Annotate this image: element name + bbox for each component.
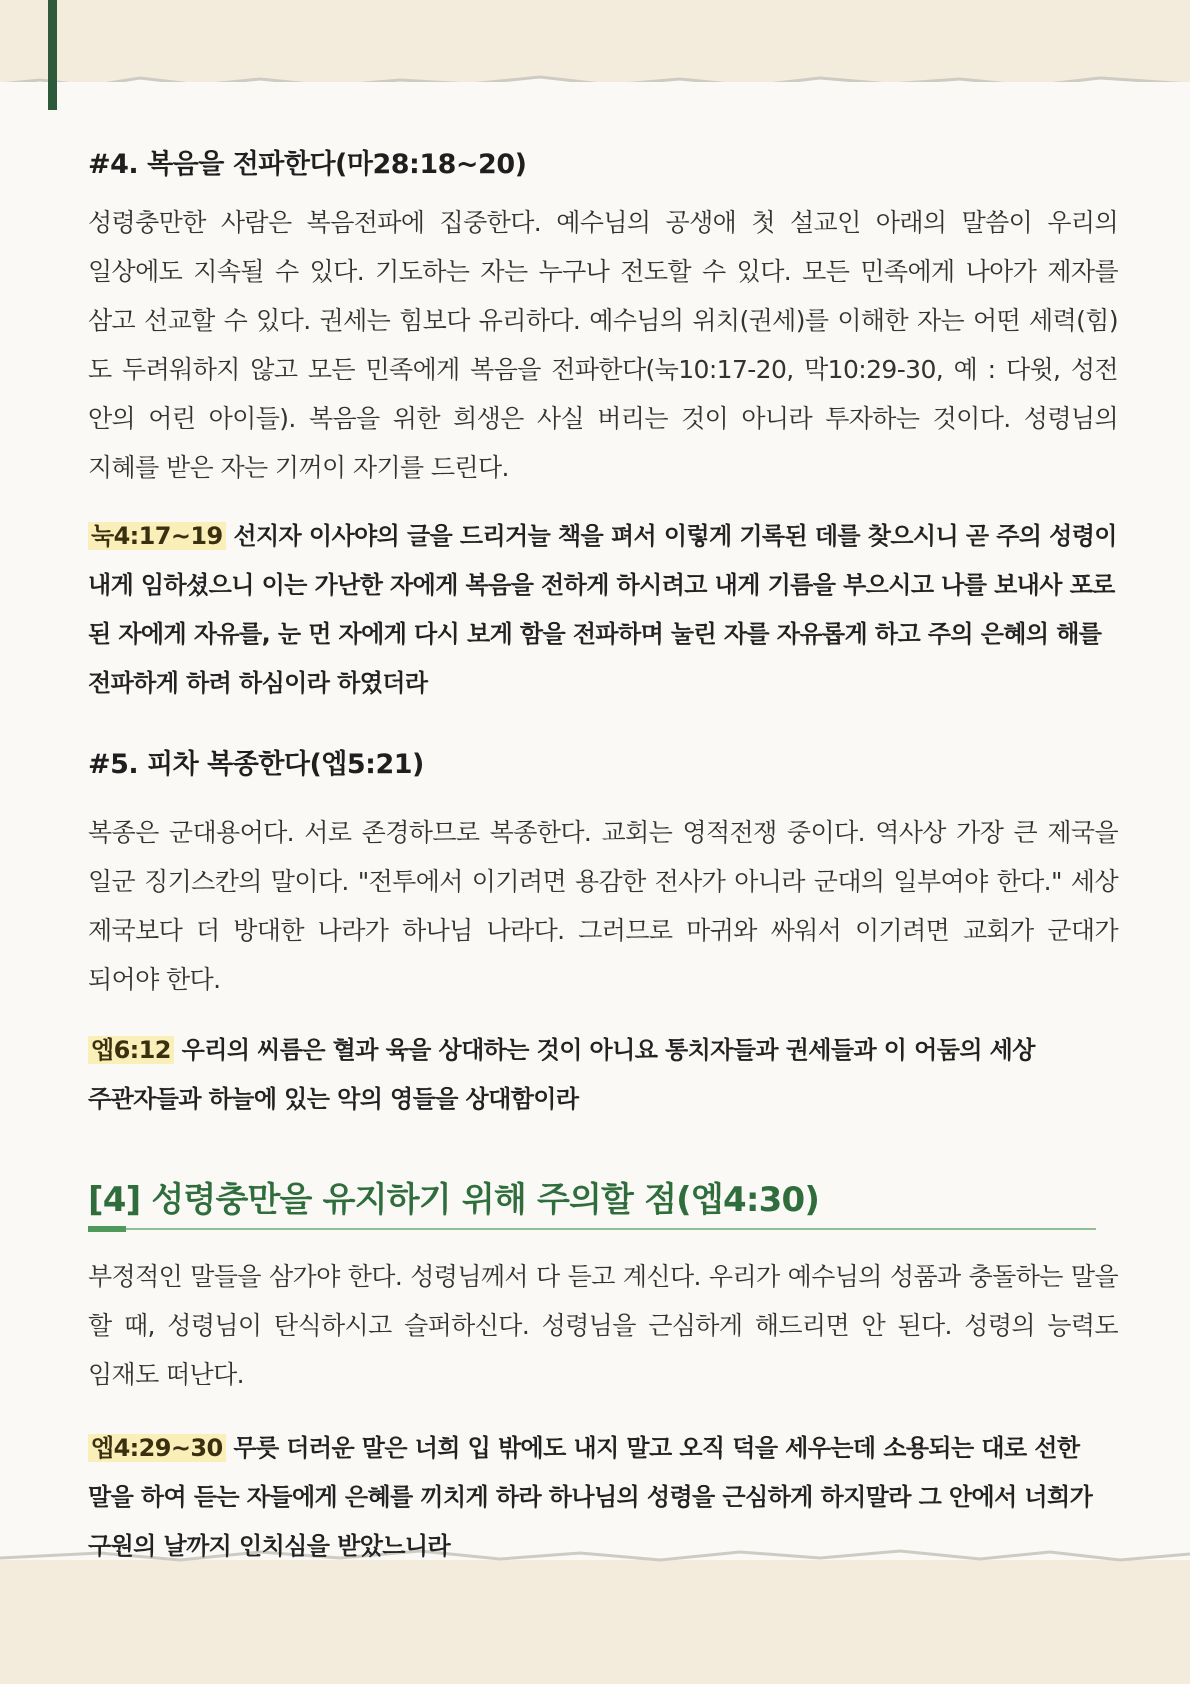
verse-text: 선지자 이사야의 글을 드리거늘 책을 펴서 이렇게 기록된 데를 찾으시니 곧 주의 성령이 내게 임하셨으니 이는 가난한 자에게 복음을 전하게 하시려고 내게 기름을 부으시고 나를 보내사 포로 된 자에게 자유를, 눈 먼 자에게 다시 보게 함을 전파하며 눌린 자를 자유롭게 하고 주의 은혜의 해를 전파하게 하려 하심이라 하였더라 [88, 522, 1117, 697]
section-4-verse [88, 512, 1118, 708]
section-5-body: 복종은 군대용어다. 서로 존경하므로 복종한다. 교회는 영적전쟁 중이다. 역사상 가장 큰 제국을 일군 징기스칸의 말이다. "전투에서 이기려면 용감한 전사가 아니라 군대의 일부여야 한다." 세상 제국보다 더 방대한 나라가 하나님 나라다. 그러므로 마귀와 싸워서 이기려면 교회가 군대가 되어야 한다. [88, 818, 1118, 994]
section-4-body: 성령충만한 사람은 복음전파에 집중한다. 예수님의 공생애 첫 설교인 아래의 말씀이 우리의 일상에도 지속될 수 있다. 기도하는 자는 누구나 전도할 수 있다. 모든 민족에게 나아가 제자를 삼고 선교할 수 있다. 권세는 힘보다 유리하다. 예수님의 위치(권세)를 이해한 자는 어떤 세력(힘)도 두려워하지 않고 모든 민족에게 복음을 전파한다(눅10:17-20, 막10:29-30, 예 : 다윗, 성전 안의 어린 아이들). 복음을 위한 희생은 사실 버리는 것이 아니라 투자하는 것이다. 성령님의 지혜를 받은 자는 기꺼이 자기를 드린다. [88, 208, 1118, 482]
section-5-verse [88, 1026, 1118, 1124]
verse-text: 무릇 더러운 말은 너희 입 밖에도 내지 말고 오직 덕을 세우는데 소용되는 대로 선한 말을 하여 듣는 자들에게 은혜를 끼치게 하라 하나님의 성령을 근심하게 하지말라 그 안에서 너희가 구원의 날까지 인치심을 받았느니라 [88, 1434, 1093, 1560]
verse-text: 우리의 씨름은 혈과 육을 상대하는 것이 아니요 통치자들과 권세들과 이 어둠의 세상 주관자들과 하늘에 있는 악의 영들을 상대함이라 [88, 1036, 1035, 1113]
part-4-body: 부정적인 말들을 삼가야 한다. 성령님께서 다 듣고 계신다. 우리가 예수님의 성품과 충돌하는 말을 할 때, 성령님이 탄식하시고 슬퍼하신다. 성령님을 근심하게 해드리면 안 된다. 성령의 능력도 임재도 떠난다. [88, 1262, 1118, 1389]
section-4-heading: #4. 복음을 전파한다(마28:18~20) [88, 149, 527, 180]
verse-reference: 눅4:17~19 [88, 522, 226, 550]
part-4-heading: [4] 성령충만을 유지하기 위해 주의할 점(엡4:30) [88, 1180, 820, 1220]
heading-underline [88, 1228, 1096, 1230]
heading-underline-accent [88, 1226, 126, 1232]
verse-reference: 엡6:12 [88, 1036, 174, 1064]
verse-reference: 엡4:29~30 [88, 1434, 226, 1462]
accent-bar [48, 0, 57, 110]
part-4-verse [88, 1424, 1118, 1571]
section-5-heading: #5. 피차 복종한다(엡5:21) [88, 749, 424, 780]
